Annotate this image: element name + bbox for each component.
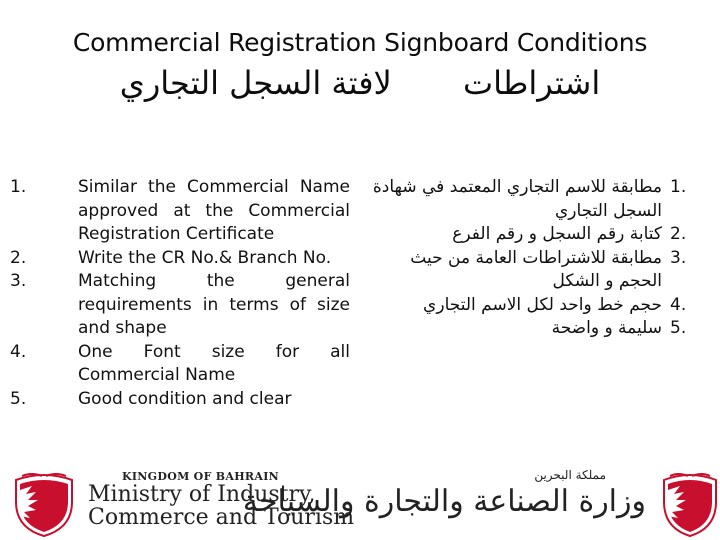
list-item-text: مطابقة للاشتراطات العامة من حيث الحجم و الشكل (410, 247, 662, 291)
list-item-number: 4. (10, 341, 27, 362)
list-item (10, 341, 350, 388)
english-conditions-list (10, 176, 350, 411)
list-item-number: 2. (10, 247, 27, 268)
list-item-number: 1. (10, 177, 27, 197)
list-item-text: كتابة رقم السجل و رقم الفرع (452, 224, 662, 244)
arabic-conditions-list (370, 176, 710, 341)
list-item (370, 247, 710, 294)
list-item-text: Matching the general requirements in terms of size and shape (78, 271, 350, 338)
list-item (10, 388, 350, 412)
bahrain-emblem-icon (12, 472, 76, 538)
list-item-number: 5. (670, 318, 687, 338)
list-item-number: 1. (670, 177, 687, 197)
list-item-number: 2. (670, 224, 687, 244)
list-item-number: 3. (10, 271, 27, 291)
list-item-number: 4. (670, 294, 687, 315)
list-item-text: One Font size for all Commercial Name (78, 341, 350, 385)
list-item-text: مطابقة للاسم التجاري المعتمد في شهادة السجل التجاري (372, 177, 662, 221)
list-item-number: 5. (10, 388, 27, 409)
list-item-number: 3. (670, 247, 687, 268)
list-item (10, 270, 350, 341)
list-item-text: سليمة و واضحة (551, 318, 662, 338)
ministry-line-arabic: وزارة الصناعة والتجارة والسياحة (242, 484, 646, 519)
list-item (370, 317, 710, 341)
list-item (370, 294, 710, 318)
page-title-arabic: اشتراطات لافتة السجل التجاري (119, 64, 601, 102)
bahrain-emblem-icon (660, 472, 720, 538)
ministry-footer (0, 462, 720, 540)
ministry-name-arabic (243, 468, 646, 522)
list-item-text: Similar the Commercial Name approved at the Commercial Registration Certificate (78, 177, 350, 244)
list-item (370, 223, 710, 247)
list-item (10, 247, 350, 271)
list-item-text: حجم خط واحد لكل الاسم التجاري (423, 294, 662, 315)
kingdom-label-arabic: مملكة البحرين (534, 468, 606, 482)
list-item-text: Write the CR No.& Branch No. (78, 247, 332, 268)
list-item-text: Good condition and clear (78, 388, 292, 409)
list-item (10, 176, 350, 247)
list-item (370, 176, 710, 223)
kingdom-label-english: KINGDOM OF BAHRAIN (122, 470, 280, 483)
ministry-line-1: Ministry of Industry, (88, 482, 316, 507)
ministry-line-2: Commerce and Tourism (88, 505, 355, 530)
page-title-english: Commercial Registration Signboard Conditions (72, 28, 648, 57)
